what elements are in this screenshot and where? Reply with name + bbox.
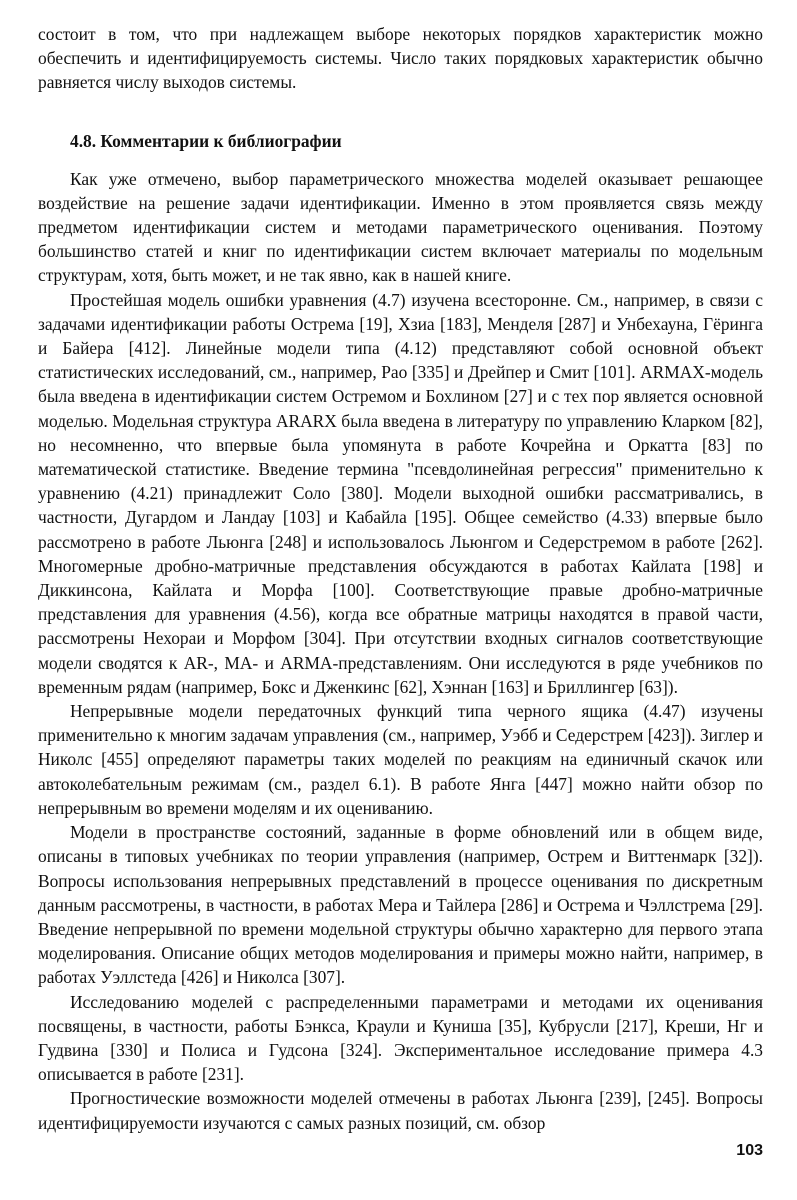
body-paragraph-4: Модели в пространстве состояний, заданные в форме обновлений или в общем виде, описаны в типовых учебниках по теории управления (например, Острем и Виттенмарк [32]). Вопросы использования непрерывных представлений в процессе оценивания по дискретным данным рассмотрены, в частности, в работах Мера и Тайлера [286] и Острема и Чэллстрема [29]. Введение непрерывной по времени модельной структуры обычно характерно для первого этапа моделирования. Описание общих методов моделирования и примеры можно найти, например, в работах Уэллстеда [426] и Николса [307]. [38,822,763,988]
section-heading: 4.8. Комментарии к библиографии [70,130,342,151]
body-paragraph-2: Простейшая модель ошибки уравнения (4.7) изучена всесторонне. См., например, в связи с задачами идентификации работы Острема [19], Хзиа [183], Менделя [287] и Унбехауна, Гёринга и Байера [412]. Линейные модели типа (4.12) представляют собой основной объект статистических исследований, см., например, Рао [335] и Дрейпер и Смит [101]. ARMAX-модель была введена в идентификации систем Остремом и Бохлином [27] и с тех пор является основной моделью. Модельная структура ARARX была введена в литературу по управлению Кларком [82], но несомненно, что впервые была упомянута в работе Кочрейна и Оркатта [83] по математической статистике. Введение термина "псевдолинейная регрессия" применительно к уравнению (4.21) принадлежит Соло [380]. Модели выходной ошибки рассматривались, в частности, Дугардом и Ландау [103] и Кабайла [195]. Общее семейство (4.33) впервые было рассмотрено в работе Льюнга [248] и использовалось Льюнгом и Седерстремом в работе [262]. Многомерные дробно-матричные представления обсуждаются в работах Кайлата [198] и Диккинсона, Кайлата и Морфа [100]. Соответствующие правые дробно-матричные представления для уравнения (4.56), когда все обратные матрицы находятся в правой части, рассмотрены Нехораи и Морфом [304]. При отсутствии входных сигналов соответствующие модели сводятся к AR-, MA- и ARMA-представлениям. Они исследуются в ряде учебников по временным рядам (например, Бокс и Дженкинс [62], Хэннан [163] и Бриллингер [63]). [38,289,763,697]
body-paragraph-3: Непрерывные модели передаточных функций типа черного ящика (4.47) изучены применительно к многим задачам управления (см., например, Уэбб и Седерстрем [423]). Зиглер и Николс [455] определяют параметры таких моделей по реакциям на единичный скачок или автоколебательным режимам (см., раздел 6.1). В работе Янга [447] можно найти обзор по непрерывным во времени моделям и их оцениванию. [38,701,763,818]
body-paragraph-1: Как уже отмечено, выбор параметрического множества моделей оказывает решающее воздействие на решение задачи идентификации. Именно в этом проявляется связь между предметом идентификации систем и методами параметрического оценивания. Поэтому большинство статей и книг по идентификации систем включает материалы по модельным структурам, хотя, быть может, и не так явно, как в нашей книге. [38,168,763,286]
body-paragraph-5: Исследованию моделей с распределенными параметрами и методами их оценивания посвящены, в частности, работы Бэнкса, Краули и Куниша [35], Кубрусли [217], Креши, Нг и Гудвина [330] и Полиса и Гудсона [324]. Экспериментальное исследование примера 4.3 описывается в работе [231]. [38,991,763,1085]
page-number: 103 [736,1142,763,1159]
intro-paragraph: состоит в том, что при надлежащем выборе некоторых порядков характеристик можно обеспечить и идентифицируемость системы. Число таких порядковых характеристик обычно равняется числу выходов системы. [38,24,763,93]
body-paragraph-6: Прогностические возможности моделей отмечены в работах Льюнга [239], [245]. Вопросы идентифицируемости изучаются с самых разных позиций, см. обзор [38,1088,763,1133]
